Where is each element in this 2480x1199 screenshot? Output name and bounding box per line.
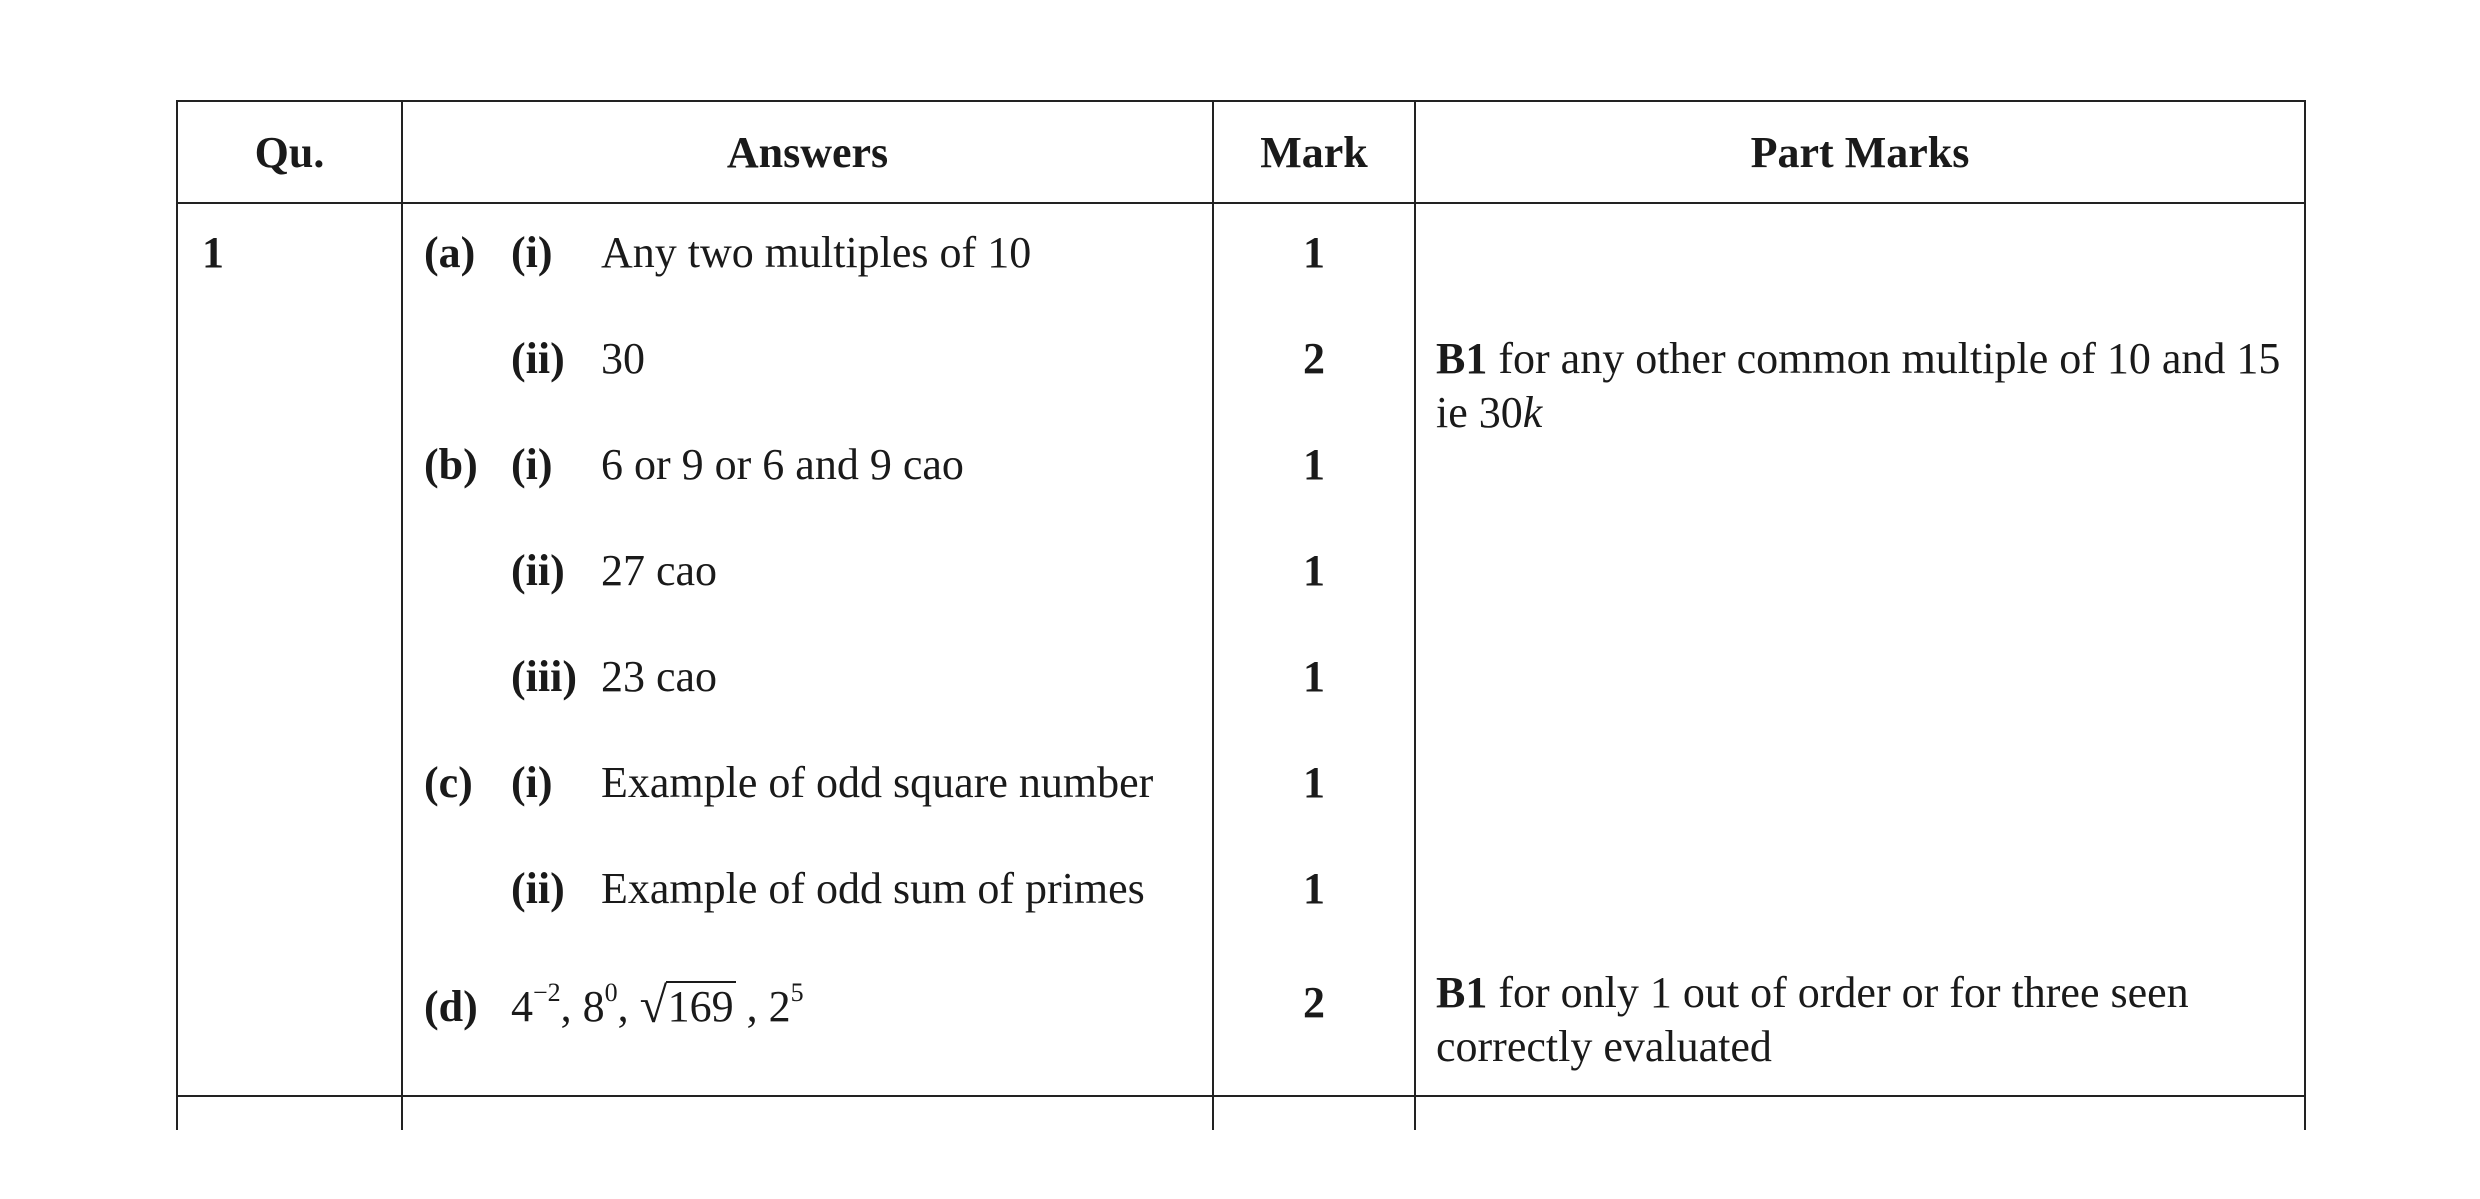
mark-value: 1 [1303, 546, 1325, 595]
header-qu: Qu. [254, 127, 325, 177]
column-divider-mark [1414, 100, 1416, 1130]
part-mark-italic-k: k [1522, 388, 1543, 437]
header-mark: Mark [1260, 127, 1368, 177]
subpart-label: (ii) [511, 546, 565, 595]
mark-value: 1 [1303, 652, 1325, 701]
question-number: 1 [202, 228, 224, 277]
answer-text: 23 cao [601, 652, 718, 701]
subpart-label: (i) [511, 228, 553, 277]
part-mark-code: B1 [1436, 968, 1488, 1017]
mark-value: 2 [1303, 334, 1325, 383]
part-mark-text: for any other common multiple of 10 and 15 ie 30 [1436, 334, 2281, 437]
mark-value: 1 [1303, 440, 1325, 489]
base-4: 4 [511, 982, 533, 1031]
mark-value: 1 [1303, 864, 1325, 913]
radical-sign-icon: √ [639, 977, 668, 1033]
answer-text: 30 [601, 334, 645, 383]
part-label: (c) [424, 758, 473, 807]
part-mark-text: for only 1 out of order or for three seen correctly evaluated [1436, 968, 2189, 1071]
part-mark-note-d [1436, 966, 2296, 1074]
table-left-border [176, 100, 178, 1130]
radicand: 169 [667, 982, 734, 1031]
mark-value: 1 [1303, 228, 1325, 277]
answer-text: Example of odd square number [601, 758, 1154, 807]
exponent-0: 0 [604, 978, 618, 1008]
square-root [639, 977, 736, 1034]
exponent-5: 5 [790, 978, 804, 1008]
answer-text: 6 or 9 or 6 and 9 cao [601, 440, 964, 489]
base-2: 2 [768, 982, 791, 1031]
subpart-label: (ii) [511, 334, 565, 383]
part-mark-note-a-ii [1436, 332, 2296, 440]
answer-text: Any two multiples of 10 [601, 228, 1032, 277]
separator: , [560, 982, 572, 1031]
part-label: (d) [424, 982, 478, 1031]
base-8: 8 [582, 982, 605, 1031]
row-bottom-border [176, 1095, 2306, 1097]
answer-text: Example of odd sum of primes [601, 864, 1145, 913]
mark-value: 2 [1303, 978, 1325, 1027]
exponent-minus-2: −2 [533, 978, 561, 1008]
ordered-values-answer [511, 977, 804, 1034]
subpart-label: (iii) [511, 652, 577, 701]
part-label: (a) [424, 228, 476, 277]
subpart-label: (i) [511, 758, 553, 807]
column-divider-qu [401, 100, 403, 1130]
part-mark-code: B1 [1436, 334, 1488, 383]
header-answers: Answers [726, 127, 889, 177]
table-right-border [2304, 100, 2306, 1130]
header-part-marks: Part Marks [1750, 127, 1970, 177]
answer-text: 27 cao [601, 546, 718, 595]
part-label: (b) [424, 440, 478, 489]
mark-value: 1 [1303, 758, 1325, 807]
subpart-label: (ii) [511, 864, 565, 913]
separator: , [746, 982, 758, 1031]
subpart-label: (i) [511, 440, 553, 489]
separator: , [617, 982, 629, 1031]
